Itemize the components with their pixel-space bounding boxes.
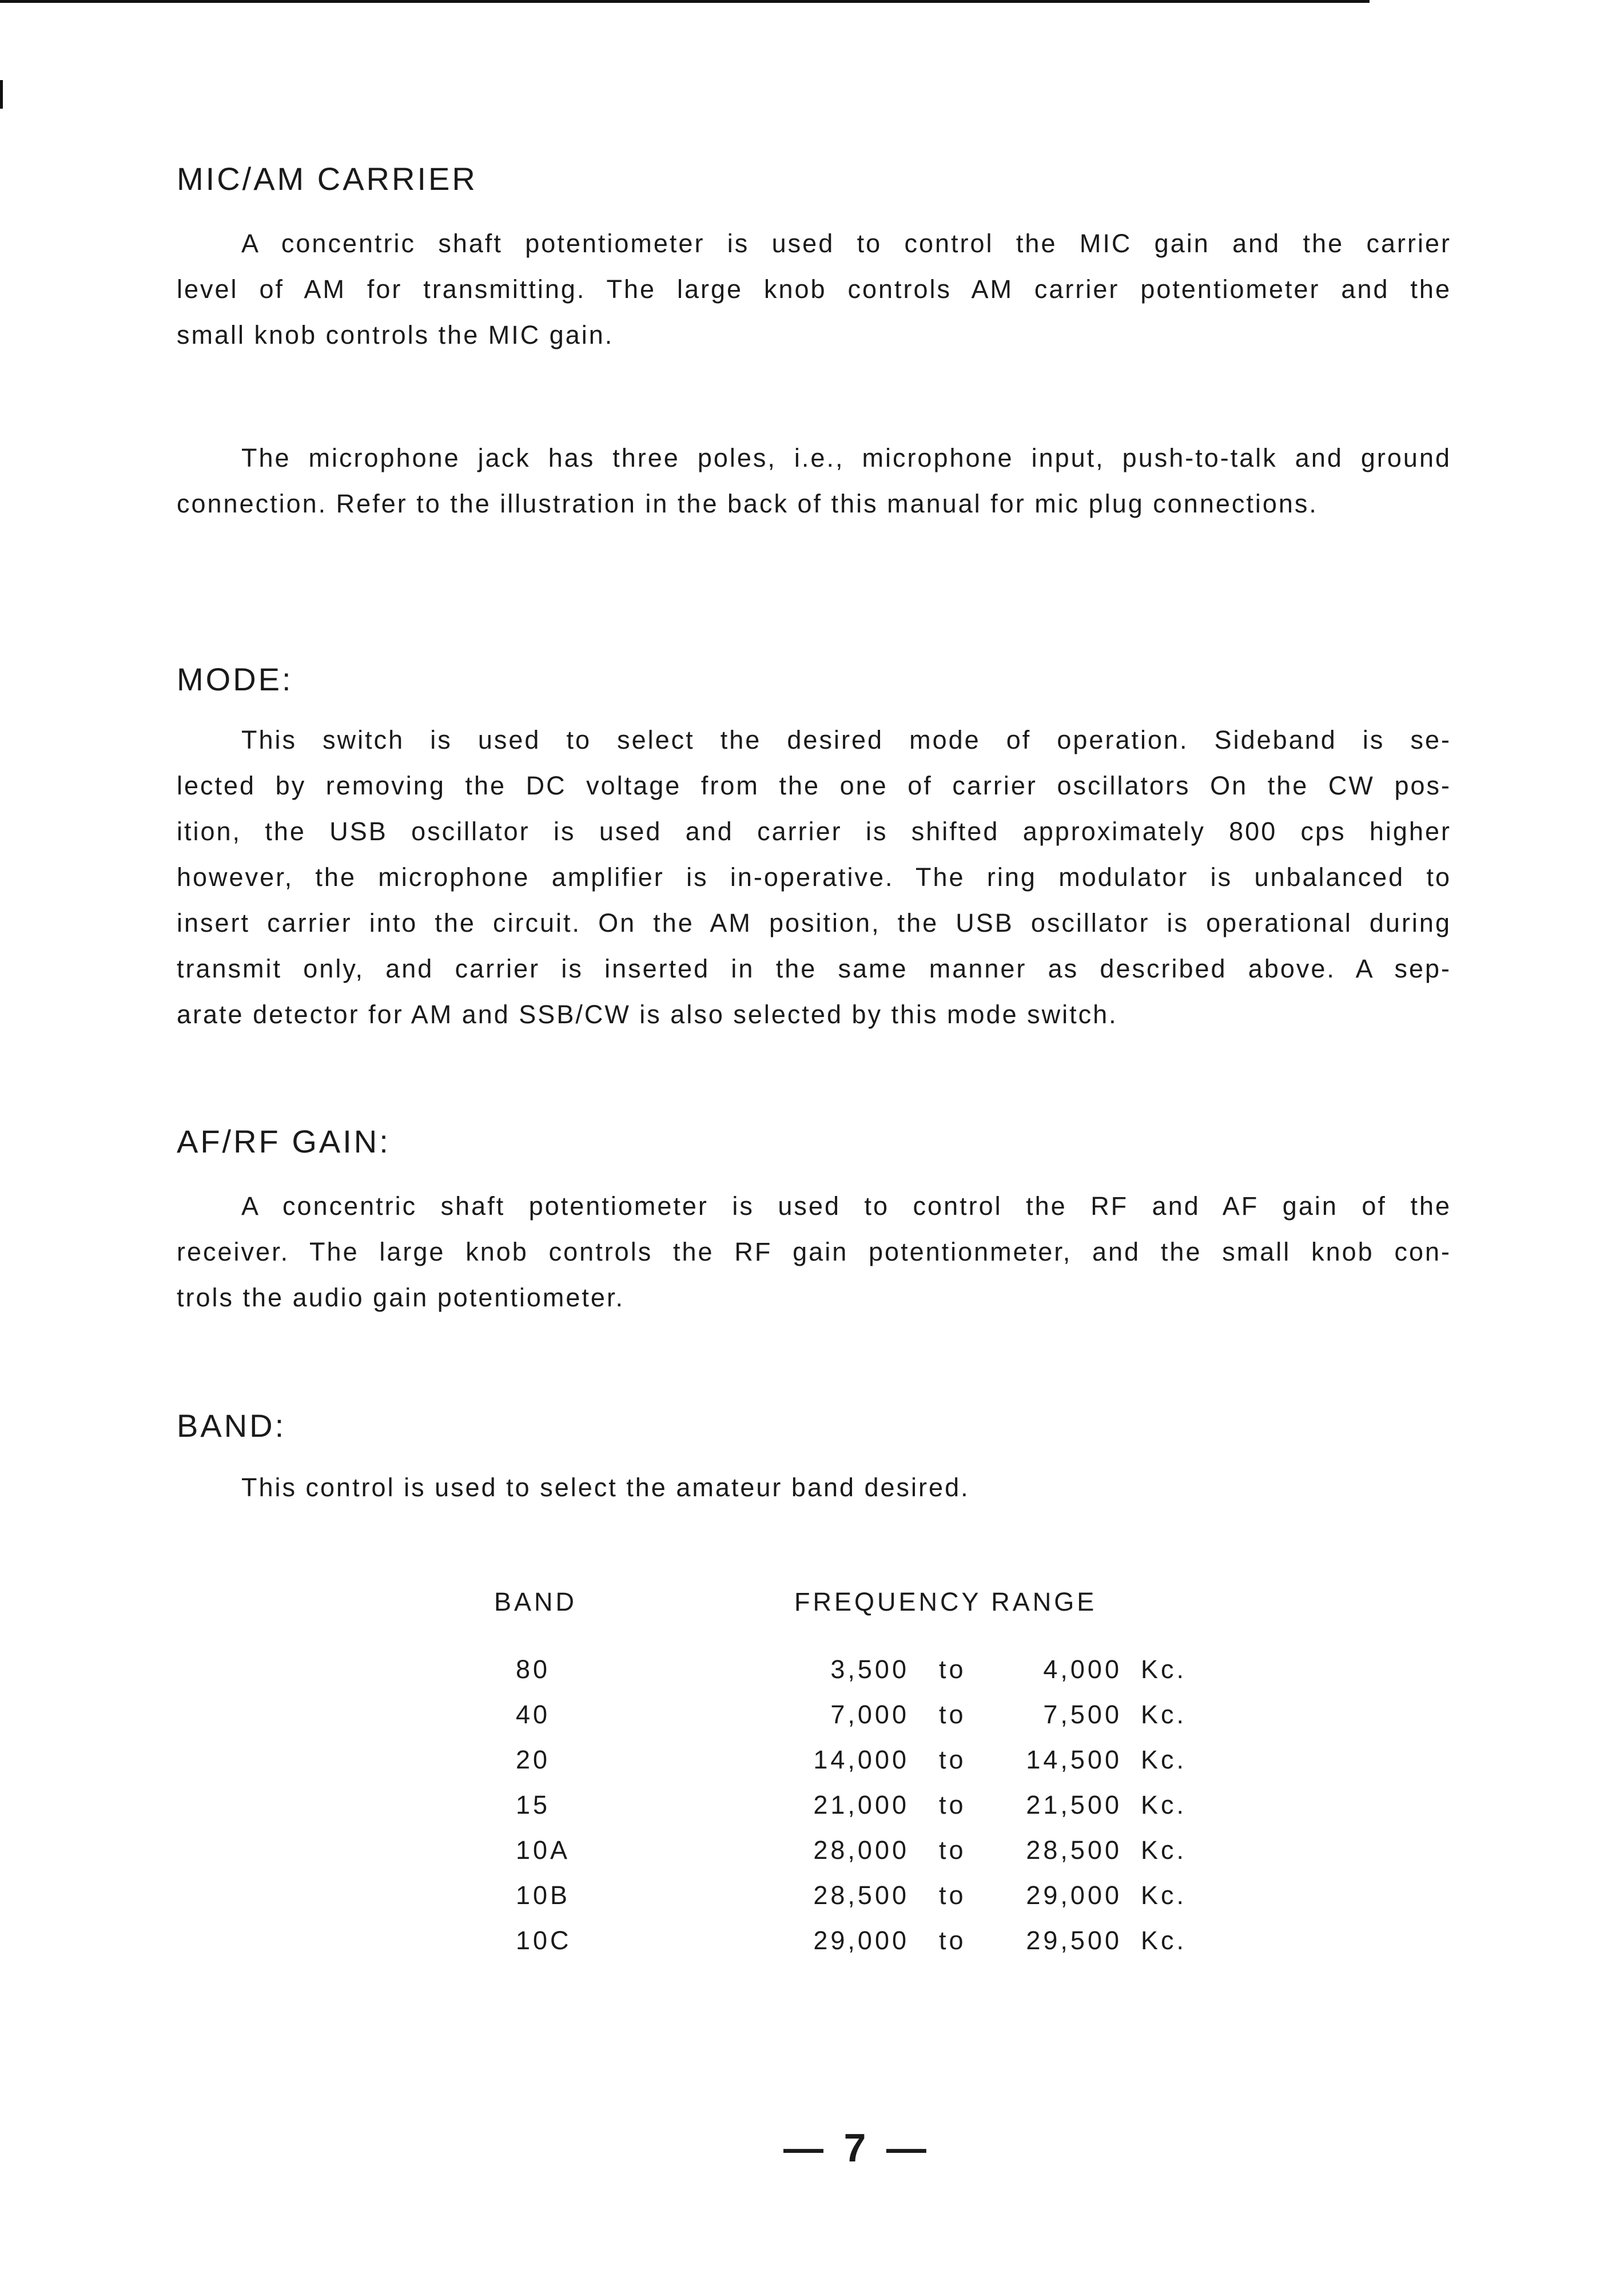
frequency-from-cell: 28,500 bbox=[813, 1881, 909, 1910]
to-cell: to bbox=[939, 1790, 966, 1819]
frequency-from-cell: 21,000 bbox=[813, 1790, 909, 1819]
section-heading: MODE: bbox=[177, 661, 293, 697]
paragraph-line: This switch is used to select the desired mode of operation. Sideband is se- bbox=[241, 725, 1451, 754]
section-heading: BAND: bbox=[177, 1408, 286, 1444]
unit-cell: Kc. bbox=[1141, 1790, 1187, 1819]
to-cell: to bbox=[939, 1655, 966, 1684]
table-header-band: BAND bbox=[494, 1587, 578, 1616]
unit-cell: Kc. bbox=[1141, 1655, 1187, 1684]
frequency-to-cell: 29,000 bbox=[1026, 1881, 1122, 1910]
unit-cell: Kc. bbox=[1141, 1926, 1187, 1955]
paragraph-line: ition, the USB oscillator is used and carrier is shifted approximately 800 cps higher bbox=[177, 817, 1451, 846]
section-heading: AF/RF GAIN: bbox=[177, 1123, 391, 1159]
paragraph-line: transmit only, and carrier is inserted in the same manner as described above. A sep- bbox=[177, 954, 1451, 983]
to-cell: to bbox=[939, 1926, 966, 1955]
page-number: — 7 — bbox=[783, 2125, 931, 2170]
band-cell: 10B bbox=[516, 1881, 571, 1910]
section-heading: MIC/AM CARRIER bbox=[177, 161, 477, 197]
frequency-from-cell: 28,000 bbox=[813, 1835, 909, 1865]
scan-edge-mark bbox=[0, 80, 3, 109]
top-border-line bbox=[0, 0, 1370, 3]
unit-cell: Kc. bbox=[1141, 1700, 1187, 1729]
paragraph-line: trols the audio gain potentiometer. bbox=[177, 1283, 624, 1312]
frequency-to-cell: 29,500 bbox=[1026, 1926, 1122, 1955]
frequency-to-cell: 4,000 bbox=[1043, 1655, 1122, 1684]
paragraph-line: A concentric shaft potentiometer is used to control the RF and AF gain of the bbox=[241, 1191, 1451, 1221]
frequency-from-cell: 14,000 bbox=[813, 1745, 909, 1774]
band-cell: 20 bbox=[516, 1745, 551, 1774]
paragraph-line: small knob controls the MIC gain. bbox=[177, 320, 614, 349]
frequency-to-cell: 28,500 bbox=[1026, 1835, 1122, 1865]
band-cell: 10A bbox=[516, 1835, 571, 1865]
paragraph-line: lected by removing the DC voltage from the one of carrier oscillators On the CW pos- bbox=[177, 771, 1451, 800]
band-cell: 15 bbox=[516, 1790, 551, 1819]
paragraph-line: level of AM for transmitting. The large knob controls AM carrier potentiometer and the bbox=[177, 275, 1451, 304]
band-cell: 10C bbox=[516, 1926, 572, 1955]
band-cell: 80 bbox=[516, 1655, 551, 1684]
frequency-to-cell: 7,500 bbox=[1043, 1700, 1122, 1729]
paragraph-line: A concentric shaft potentiometer is used to control the MIC gain and the carrier bbox=[241, 229, 1451, 258]
unit-cell: Kc. bbox=[1141, 1745, 1187, 1774]
to-cell: to bbox=[939, 1881, 966, 1910]
paragraph-line: receiver. The large knob controls the RF gain potentionmeter, and the small knob con- bbox=[177, 1237, 1451, 1266]
to-cell: to bbox=[939, 1835, 966, 1865]
unit-cell: Kc. bbox=[1141, 1881, 1187, 1910]
table-header-frequency-range: FREQUENCY RANGE bbox=[794, 1587, 1097, 1616]
paragraph-line: arate detector for AM and SSB/CW is also selected by this mode switch. bbox=[177, 1000, 1118, 1029]
paragraph-line: The microphone jack has three poles, i.e., microphone input, push-to-talk and ground bbox=[241, 443, 1451, 472]
paragraph-line: connection. Refer to the illustration in the back of this manual for mic plug connections. bbox=[177, 489, 1318, 518]
frequency-from-cell: 29,000 bbox=[813, 1926, 909, 1955]
to-cell: to bbox=[939, 1745, 966, 1774]
frequency-to-cell: 21,500 bbox=[1026, 1790, 1122, 1819]
frequency-from-cell: 7,000 bbox=[830, 1700, 909, 1729]
unit-cell: Kc. bbox=[1141, 1835, 1187, 1865]
band-cell: 40 bbox=[516, 1700, 551, 1729]
paragraph-line: This control is used to select the amateur band desired. bbox=[241, 1473, 970, 1502]
paragraph-line: however, the microphone amplifier is in-operative. The ring modulator is unbalanced to bbox=[177, 863, 1451, 892]
frequency-to-cell: 14,500 bbox=[1026, 1745, 1122, 1774]
frequency-from-cell: 3,500 bbox=[830, 1655, 909, 1684]
to-cell: to bbox=[939, 1700, 966, 1729]
paragraph-line: insert carrier into the circuit. On the AM position, the USB oscillator is operational during bbox=[177, 908, 1451, 937]
